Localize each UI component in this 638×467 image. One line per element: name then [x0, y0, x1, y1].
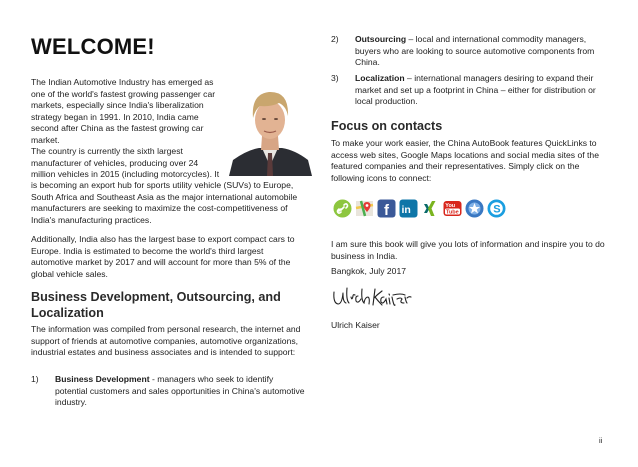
xing-icon[interactable] — [421, 199, 440, 218]
focus-paragraph: To make your work easier, the China AutoBook features QuickLinks to access web sites, Google Maps locations and social media sites of the featured companies and their representatives. Simply click on the following icons to connect: — [331, 138, 599, 183]
section-paragraph: The information was compiled from personal research, the internet and support of friends at automotive companies, automotive organizations, industrial estates and business associates and is intended to support: — [31, 324, 301, 358]
quicklink-icons — [333, 199, 506, 218]
list-term: Outsourcing — [355, 34, 407, 44]
linkedin-icon[interactable] — [399, 199, 418, 218]
list-description: – local and international commodity managers, buyers who are looking to source automotive components from China. — [355, 34, 595, 68]
list-item-localization — [331, 73, 609, 108]
youtube-icon[interactable] — [443, 199, 462, 218]
google-maps-icon[interactable] — [355, 199, 374, 218]
list-description: – international managers desiring to expand their market and set up a footprint in China – either for distribution or local production. — [355, 73, 596, 107]
svg-text:S: S — [493, 203, 501, 216]
list-description: - managers who seek to identify potential customers and sales opportunities in China's automotive industry. — [55, 374, 305, 408]
section-heading-business: Business Development, Outsourcing, and Localization — [31, 290, 281, 320]
link-icon[interactable] — [333, 199, 352, 218]
svg-text:You: You — [445, 203, 456, 209]
skype-icon[interactable] — [487, 199, 506, 218]
list-number: 1) — [31, 374, 39, 384]
bookmark-globe-icon[interactable] — [465, 199, 484, 218]
svg-text:Tube: Tube — [446, 209, 459, 216]
closing-paragraph: I am sure this book will give you lots of information and inspire you to do business in India. — [331, 239, 605, 261]
svg-text:in: in — [401, 204, 411, 216]
list-item-business-development — [31, 374, 307, 409]
section-heading-focus: Focus on contacts — [331, 119, 443, 133]
intro-paragraph-3: Additionally, India also has the largest base to export compact cars to Europe. India is estimated to become the world's third largest automotive market by 2017 and will account for more than 5% of the global vehicle sales. — [31, 234, 295, 279]
list-term: Localization — [355, 73, 405, 83]
svg-text:f: f — [384, 202, 389, 218]
list-text — [351, 73, 609, 108]
intro-paragraph-2-start: The country is currently the sixth largest manufacturer of vehicles, producing over 24 million vehicles in 2015 (including motorcycles). It — [31, 146, 220, 180]
page-number: ii — [599, 436, 603, 445]
intro-paragraph-1: The Indian Automotive Industry has emerged as one of the world's fastest growing passenger car markets, especially since India's liberalization strategy began in 1991. In 2010, India came second after China as the fastest growing car market. — [31, 77, 216, 145]
list-text — [351, 34, 609, 69]
author-portrait — [229, 76, 312, 176]
welcome-title: WELCOME! — [31, 34, 155, 59]
list-term: Business Development — [55, 374, 150, 384]
list-number: 3) — [331, 73, 339, 83]
date-line: Bangkok, July 2017 — [331, 266, 407, 276]
facebook-icon[interactable] — [377, 199, 396, 218]
signature-name: Ulrich Kaiser — [331, 320, 380, 330]
list-text — [51, 374, 307, 409]
handwritten-signature — [331, 285, 413, 313]
intro-paragraph-2-rest: is becoming an export hub for sports utility vehicle (SUVs) to Europe, South Africa and Southeast Asia as the major international automobile manufacturers are seeking to maximize the cost-competitiveness of India's manufacturing practices. — [31, 180, 298, 225]
list-number: 2) — [331, 34, 339, 44]
list-item-outsourcing — [331, 34, 609, 69]
